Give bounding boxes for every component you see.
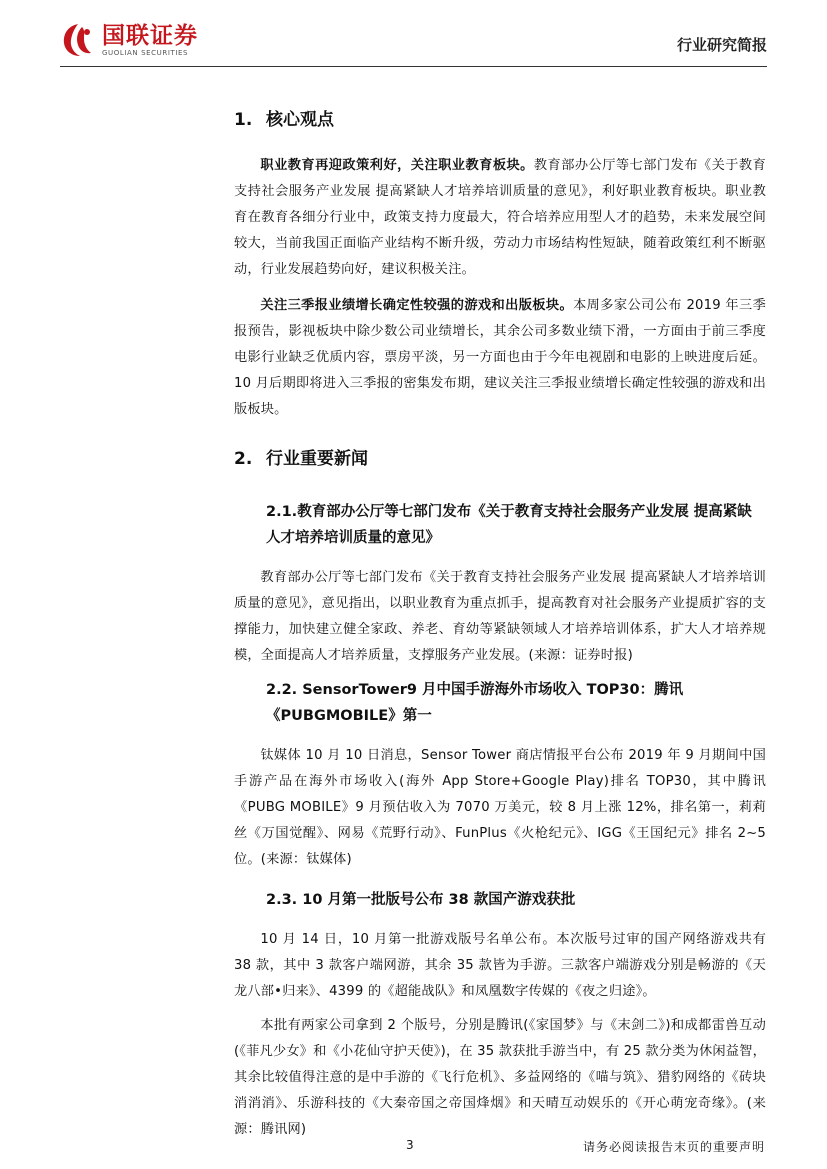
section-2-title: 行业重要新闻: [266, 449, 368, 469]
report-type-label: 行业研究简报: [676, 36, 767, 54]
page-number: 3: [406, 1138, 414, 1152]
logo-chinese-name: 国联证券: [102, 22, 198, 49]
section-1-number: 1.: [234, 110, 253, 130]
section-1-title: 核心观点: [266, 110, 334, 130]
footer-disclaimer: 请务必阅读报告末页的重要声明: [582, 1140, 765, 1154]
paragraph-text: 教育部办公厅等七部门发布《关于教育支持社会服务产业发展 提高紧缺人才培养培训质量的意见》，利好职业教育板块。职业教育在教育各细分行业中，政策支持力度最大，符合培养应用型人才的趋势，未来发展空间较大，当前我国正面临产业结构不断升级，劳动力市场结构性短缺，随着政策红利不断驱动，行业发展趋势向好，建议积极关注。: [234, 158, 766, 277]
report-body: [234, 104, 766, 1143]
subsection-2-3-paragraph-1: 10 月 14 日，10 月第一批游戏版号名单公布。本次版号过审的国产网络游戏共有 38 款，其中 3 款客户端网游，其余 35 款皆为手游。三款客户端游戏分别是畅游的《天龙八部•归来》、4399 的《超能战队》和凤凰数字传媒的《夜之归途》。: [234, 932, 766, 999]
section-2-heading: [234, 445, 766, 473]
paragraph-text: 本周多家公司公布 2019 年三季报预告，影视板块中除少数公司业绩增长，其余公司多数业绩下滑，一方面由于前三季度电影行业缺乏优质内容，票房平淡，另一方面也由于今年电视剧和电影的上映进度后延。10 月后期即将进入三季报的密集发布期，建议关注三季报业绩增长确定性较强的游戏和出版板块。: [234, 298, 766, 417]
page-header: [0, 0, 827, 80]
paragraph-vocational-education: [234, 153, 766, 283]
guolian-logo-icon: [60, 22, 96, 58]
paragraph-lead: 关注三季报业绩增长确定性较强的游戏和出版板块。: [260, 298, 574, 313]
section-2-number: 2.: [234, 449, 253, 469]
subsection-2-1-title: 2.1.教育部办公厅等七部门发布《关于教育支持社会服务产业发展 提高紧缺人才培养培训质量的意见》: [266, 504, 752, 546]
logo-english-name: GUOLIAN SECURITIES: [102, 48, 189, 57]
paragraph-lead: 职业教育再迎政策利好，关注职业教育板块。: [260, 158, 534, 173]
page-footer: [0, 1130, 827, 1160]
subsection-2-2-paragraph: 钛媒体 10 月 10 日消息，Sensor Tower 商店情报平台公布 2019 年 9 月期间中国手游产品在海外市场收入(海外 App Store+Google Play)排名 TOP30，其中腾讯《PUBG MOBILE》9 月预估收入为 7070 万美元，较 8 月上涨 12%，排名第一，莉莉丝《万国觉醒》、网易《荒野行动》、FunPlus《火枪纪元》、IGG《王国纪元》排名 2~5 位。(来源：钛媒体): [234, 748, 766, 867]
section-1-heading: [234, 106, 766, 134]
company-logo: [60, 22, 198, 58]
subsection-2-3-title: 2.3. 10 月第一批版号公布 38 款国产游戏获批: [266, 892, 576, 908]
paragraph-gaming-publishing: [234, 293, 766, 423]
subsection-2-2-title: 2.2. SensorTower9 月中国手游海外市场收入 TOP30：腾讯《PUBGMOBILE》第一: [266, 682, 684, 724]
subsection-2-1-paragraph: 教育部办公厅等七部门发布《关于教育支持社会服务产业发展 提高紧缺人才培养培训质量的意见》，意见指出，以职业教育为重点抓手，提高教育对社会服务产业提质扩容的支撑能力，加快建立健全家政、养老、育幼等紧缺领域人才培养培训体系，扩大人才培养规模，全面提高人才培养质量，支撑服务产业发展。(来源：证券时报): [234, 570, 766, 663]
header-divider: [60, 66, 767, 67]
subsection-2-3-paragraph-2: 本批有两家公司拿到 2 个版号，分别是腾讯(《家国梦》与《末剑二》)和成都雷兽互动(《菲凡少女》和《小花仙守护天使》)，在 35 款获批手游当中，有 25 款分类为休闲益智，其余比较值得注意的是中手游的《飞行危机》、多益网络的《喵与筑》、猎豹网络的《砖块消消消》、乐游科技的《大秦帝国之帝国烽烟》和天晴互动娱乐的《开心萌宠奇缘》。(来源：腾讯网): [234, 1018, 766, 1137]
